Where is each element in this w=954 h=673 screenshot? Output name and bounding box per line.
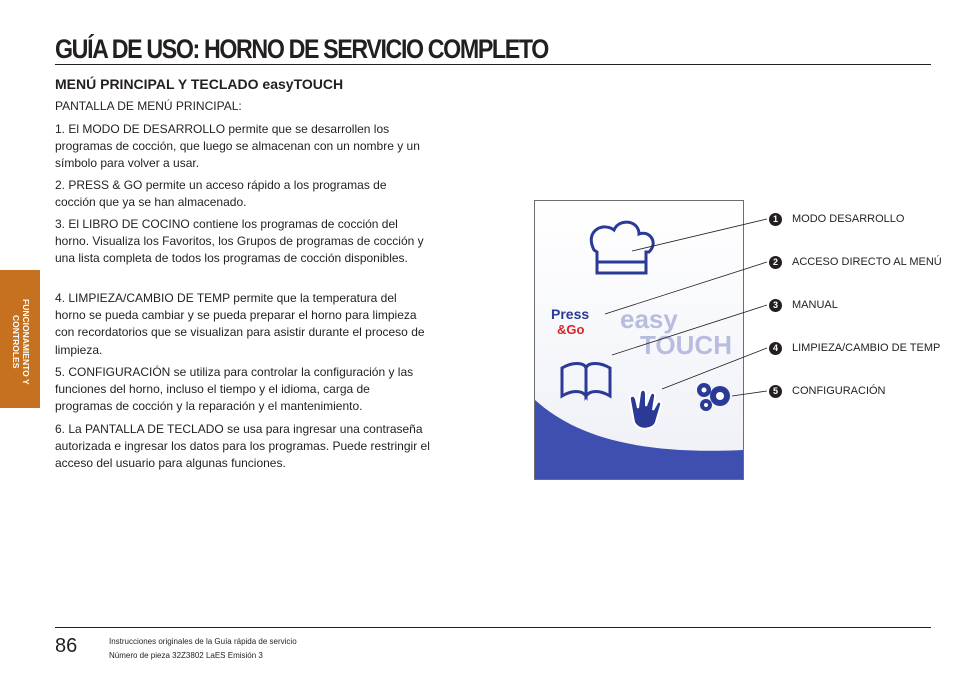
callout-label: CONFIGURACIÓN <box>792 385 886 397</box>
page-number: 86 <box>55 635 78 657</box>
press-go-line2: &Go <box>557 322 585 337</box>
body-paragraph-5: 5. CONFIGURACIÓN se utiliza para controlar la configuración y las funciones del horno, incluso el tiempo y el idioma, carga de programas de cocción y la reparación y el mantenimiento. <box>55 365 414 414</box>
callout-label: MODO DESARROLLO <box>792 213 905 225</box>
callout-label: MANUAL <box>792 299 838 311</box>
brand-easy: easy <box>620 304 678 334</box>
footer-line-1: Instrucciones originales de la Guía rápida de servicio <box>109 637 297 646</box>
side-tab-label: FUNCIONAMIENTO Y CONTROLES <box>11 299 31 385</box>
footer-line-2: Número de pieza 32Z3802 LaES Emisión 3 <box>109 651 263 660</box>
body-paragraph-3: 3. El LIBRO DE COCINO contiene los programas de cocción del horno. Visualiza los Favoritos, los Grupos de programas de cocción y una lista completa de todos los programas de cocción disponibles. <box>55 217 424 266</box>
footer-divider <box>55 627 931 628</box>
body-paragraph-1: 1. El MODO DE DESARROLLO permite que se desarrollen los programas de cocción, que luego se almacenan con un nombre y un símbolo para volver a usar. <box>55 122 420 171</box>
callout-label: LIMPIEZA/CAMBIO DE TEMP <box>792 342 941 354</box>
section-subtitle: MENÚ PRINCIPAL Y TECLADO easyTOUCH <box>55 76 344 92</box>
callout-number: 4 <box>769 342 782 355</box>
brand-touch: TOUCH <box>640 330 732 360</box>
callout-number: 1 <box>769 213 782 226</box>
callout-3 <box>769 298 838 312</box>
body-paragraph-6: 6. La PANTALLA DE TECLADO se usa para ingresar una contraseña autorizada e ingresar los datos para los programas. Puede restringir el acceso del usuario para algunas funciones. <box>55 422 430 471</box>
callout-label: ACCESO DIRECTO AL MENÚ <box>792 256 942 268</box>
body-paragraph-heading: PANTALLA DE MENÚ PRINCIPAL: <box>55 99 242 113</box>
press-go-line1: Press <box>551 306 590 322</box>
callout-number: 3 <box>769 299 782 312</box>
callout-1 <box>769 212 904 226</box>
body-paragraph-4: 4. LIMPIEZA/CAMBIO DE TEMP permite que la temperatura del horno se pueda cambiar y se pueda preparar el horno para limpieza con recordatorios que se visualizan para asistir durante el proceso de limpieza. <box>55 291 425 357</box>
callout-number: 2 <box>769 256 782 269</box>
callout-number: 5 <box>769 385 782 398</box>
callout-2 <box>769 255 942 269</box>
page-title: GUÍA DE USO: HORNO DE SERVICIO COMPLETO <box>55 34 548 64</box>
body-paragraph-2: 2. PRESS & GO permite un acceso rápido a los programas de cocción que ya se han almacenado. <box>55 178 387 210</box>
callout-4 <box>769 341 940 355</box>
callout-5 <box>769 384 886 398</box>
